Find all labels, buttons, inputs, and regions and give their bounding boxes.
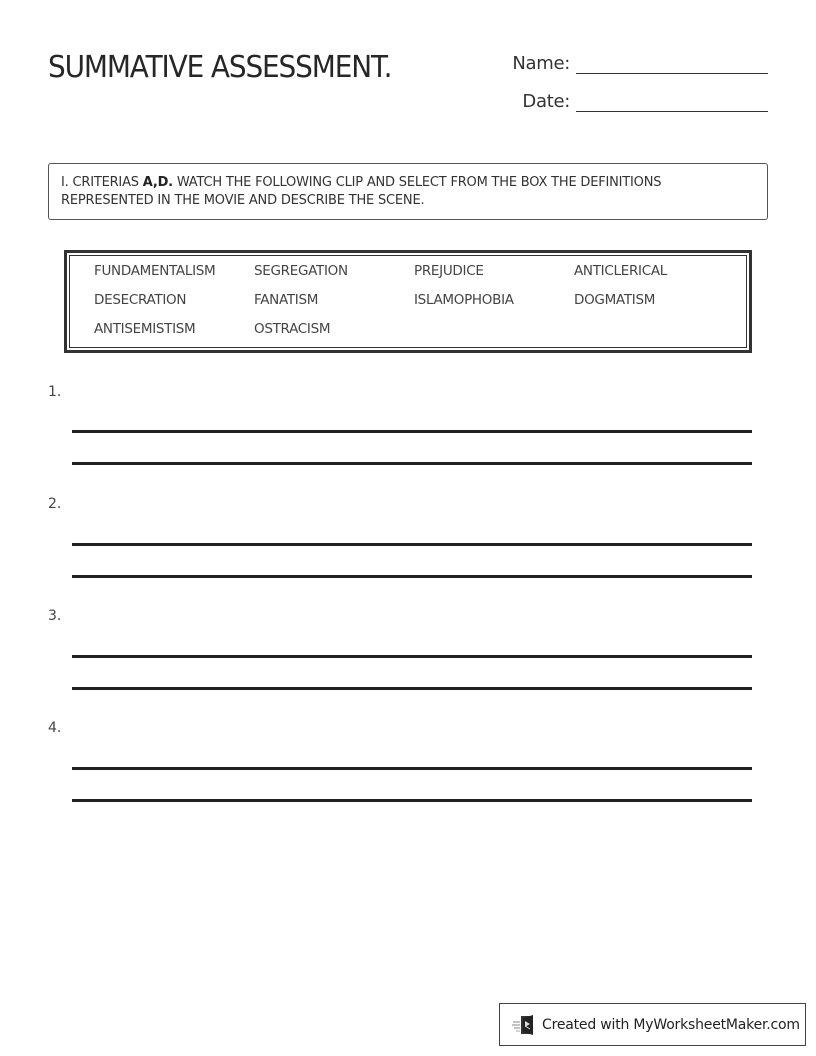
word-bank-grid — [69, 255, 747, 348]
answer-line[interactable] — [72, 799, 752, 802]
instructions-box — [48, 163, 768, 220]
word-bank-item: ANTISEMISTISM — [94, 321, 196, 337]
answer-line[interactable] — [72, 687, 752, 690]
word-bank-item: OSTRACISM — [254, 321, 331, 337]
word-bank-item: DOGMATISM — [574, 292, 656, 308]
word-bank-item: SEGREGATION — [254, 263, 348, 279]
footer-credit-text: Created with MyWorksheetMaker.com — [542, 1016, 800, 1033]
word-bank-item: DESECRATION — [94, 292, 187, 308]
date-label: Date: — [522, 91, 570, 112]
name-label: Name: — [512, 53, 570, 74]
question-number: 1. — [48, 384, 62, 400]
page-title: SUMMATIVE ASSESSMENT. — [48, 50, 392, 85]
question-number: 3. — [48, 608, 62, 624]
answer-line[interactable] — [72, 430, 752, 433]
question-number: 4. — [48, 720, 62, 736]
name-field-row — [500, 52, 768, 74]
date-field[interactable] — [576, 90, 768, 112]
worksheet-maker-logo-icon — [512, 1014, 536, 1036]
word-bank-item: FUNDAMENTALISM — [94, 263, 216, 279]
word-bank-item: ANTICLERICAL — [574, 263, 667, 279]
footer-credit[interactable] — [499, 1003, 806, 1046]
answer-line[interactable] — [72, 462, 752, 465]
answer-line[interactable] — [72, 575, 752, 578]
answer-line[interactable] — [72, 767, 752, 770]
name-field[interactable] — [576, 52, 768, 74]
instructions-text: WATCH THE FOLLOWING CLIP AND SELECT FROM THE BOX THE DEFINITIONS REPRESENTED IN THE MOVIE AND DESCRIBE THE SCENE. — [61, 175, 662, 208]
answer-line[interactable] — [72, 543, 752, 546]
word-bank-item: PREJUDICE — [414, 263, 484, 279]
instructions-prefix: I. CRITERIAS — [61, 175, 143, 190]
word-bank-item: FANATISM — [254, 292, 319, 308]
question-number: 2. — [48, 496, 62, 512]
date-field-row — [500, 90, 768, 112]
instructions-criteria: A,D. — [142, 175, 173, 190]
word-bank-box — [64, 250, 752, 353]
answer-line[interactable] — [72, 655, 752, 658]
word-bank-item: ISLAMOPHOBIA — [414, 292, 514, 308]
